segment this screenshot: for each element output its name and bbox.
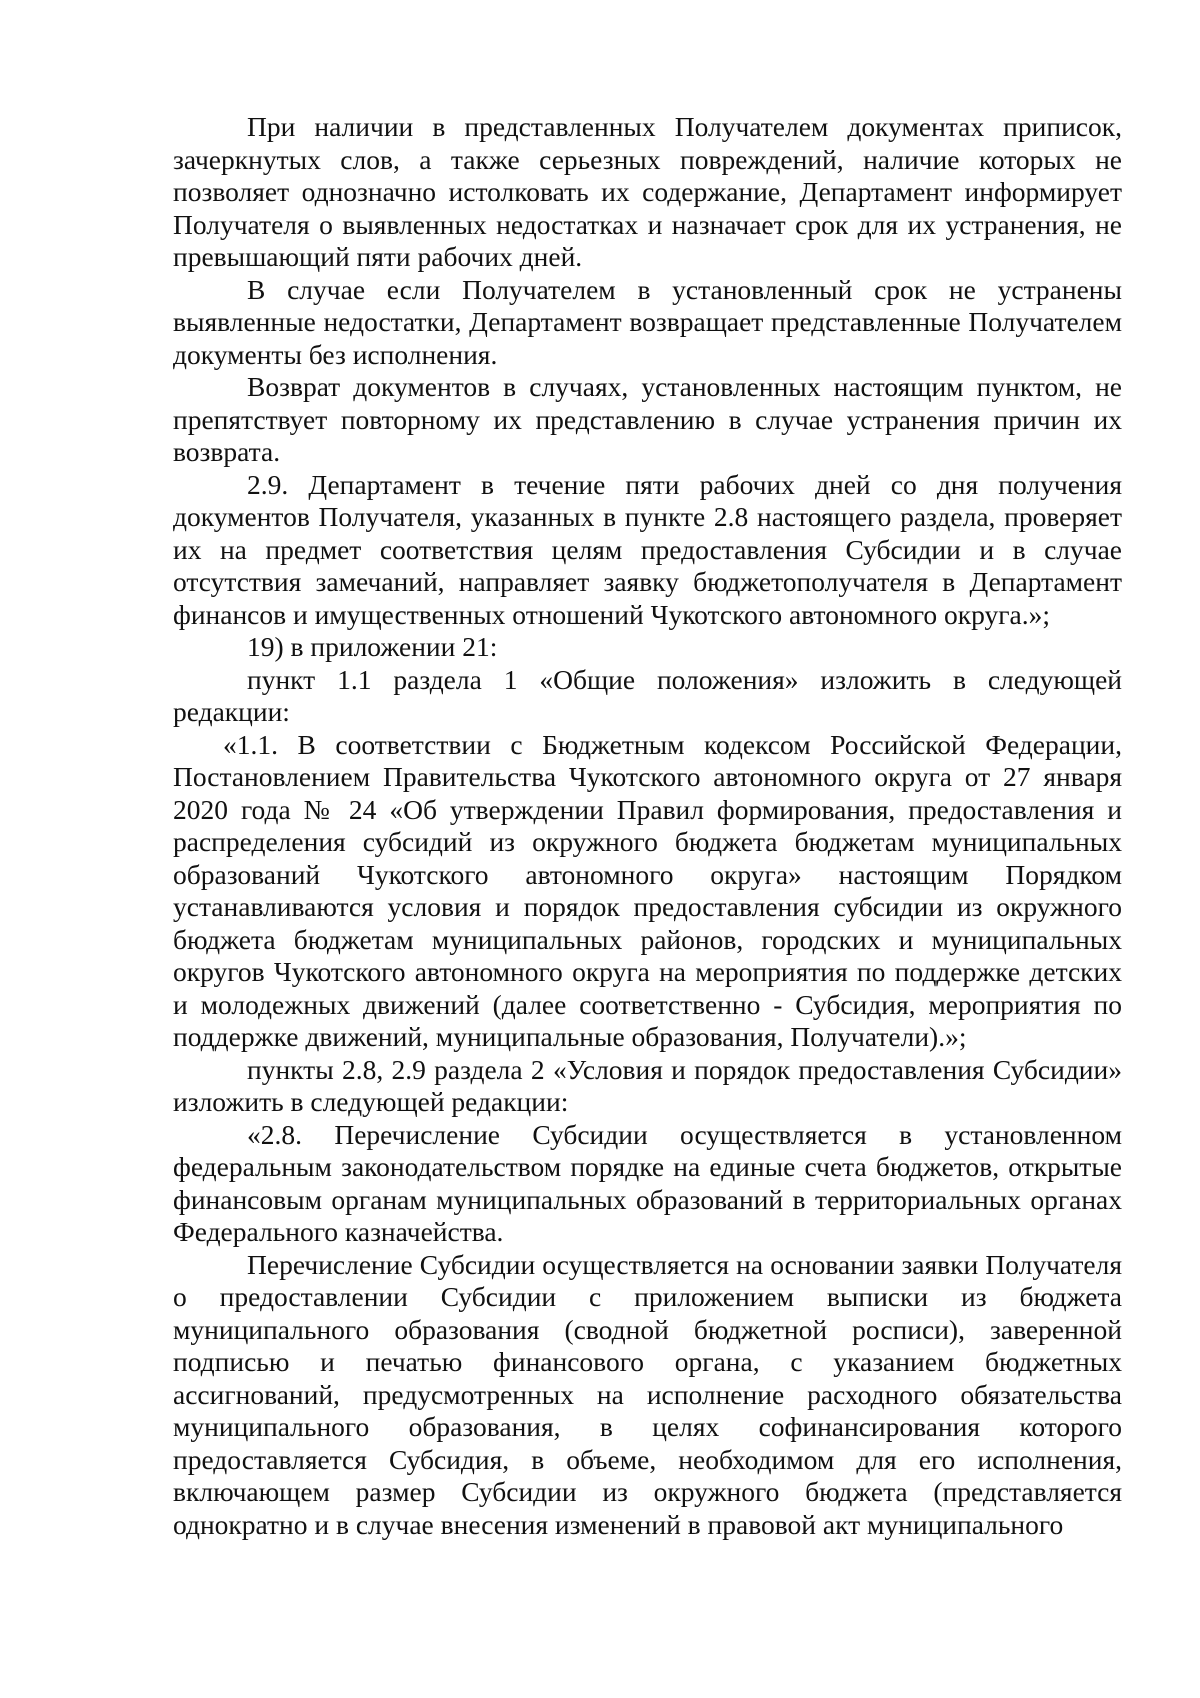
paragraph: «2.8. Перечисление Субсидии осуществляется в установленном федеральным законодательством порядке на единые счета бюджетов, открытые финансовым органам муниципальных образований в территориальных органах Федерального казначейства. — [173, 1118, 1122, 1247]
paragraph: 2.9. Департамент в течение пяти рабочих дней со дня получения документов Получателя, указанных в пункте 2.8 настоящего раздела, проверяет их на предмет соответствия целям предоставления Субсидии и в случае отсутствия замечаний, направляет заявку бюджетополучателя в Департамент финансов и имущественных отношений Чукотского автономного округа.»; — [173, 468, 1122, 630]
paragraph: Возврат документов в случаях, установленных настоящим пунктом, не препятствует повторному их представлению в случае устранения причин их возврата. — [173, 371, 1122, 467]
paragraph: «1.1. В соответствии с Бюджетным кодексом Российской Федерации, Постановлением Правительства Чукотского автономного округа от 27 января 2020 года № 24 «Об утверждении Правил формирования, предоставления и распределения субсидий из окружного бюджета бюджетам муниципальных образований Чукотского автономного округа» настоящим Порядком устанавливаются условия и порядок предоставления субсидии из окружного бюджета бюджетам муниципальных районов, городских и муниципальных округов Чукотского автономного округа на мероприятия по поддержке детских и молодежных движений (далее соответственно - Субсидия, мероприятия по поддержке движений, муниципальные образования, Получатели).»; — [173, 728, 1122, 1052]
paragraph: 19) в приложении 21: — [247, 631, 498, 662]
paragraph: пункт 1.1 раздела 1 «Общие положения» изложить в следующей редакции: — [173, 663, 1122, 727]
paragraph: В случае если Получателем в установленный срок не устранены выявленные недостатки, Департамент возвращает представленные Получателем документы без исполнения. — [173, 273, 1122, 370]
document-page — [173, 111, 1122, 1541]
paragraph: При наличии в представленных Получателем документах приписок, зачеркнутых слов, а также серьезных повреждений, наличие которых не позволяет однозначно истолковать их содержание, Департамент информирует Получателя о выявленных недостатках и назначает срок для их устранения, не превышающий пяти рабочих дней. — [173, 111, 1122, 272]
paragraph: Перечисление Субсидии осуществляется на основании заявки Получателя о предоставлении Субсидии с приложением выписки из бюджета муниципального образования (сводной бюджетной росписи), заверенной подписью и печатью финансового органа, с указанием бюджетных ассигнований, предусмотренных на исполнение расходного обязательства муниципального образования, в целях софинансирования которого предоставляется Субсидия, в объеме, необходимом для его исполнения, включающем размер Субсидии из окружного бюджета (представляется однократно и в случае внесения изменений в правовой акт муниципального — [173, 1248, 1122, 1540]
paragraph: пункты 2.8, 2.9 раздела 2 «Условия и порядок предоставления Субсидии» изложить в следующей редакции: — [173, 1053, 1122, 1117]
